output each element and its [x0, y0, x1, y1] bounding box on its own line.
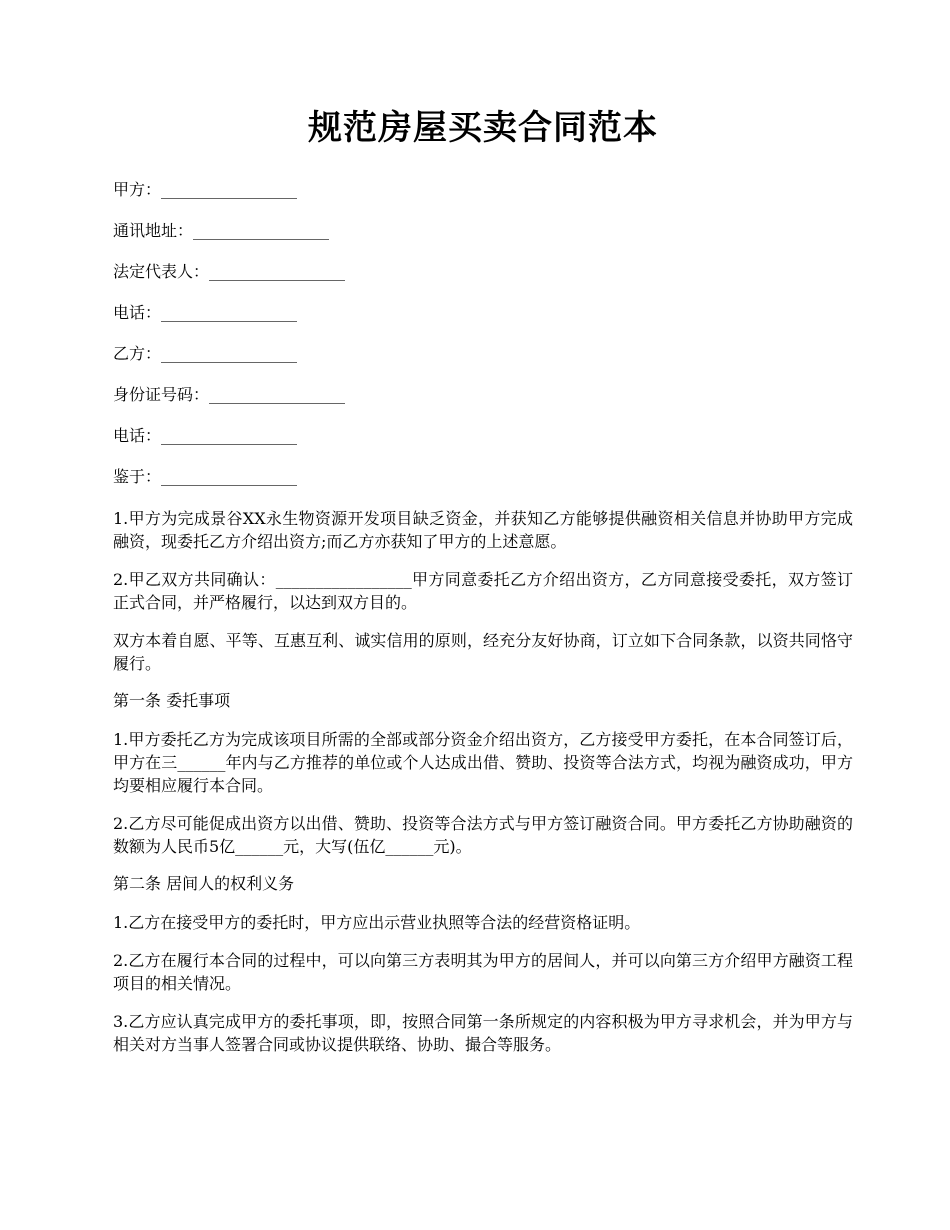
- section-2-clause-3: 3.乙方应认真完成甲方的委托事项，即，按照合同第一条所规定的内容积极为甲方寻求机会，并为甲方与相关对方当事人签署合同或协议提供联络、协助、撮合等服务。: [113, 1011, 853, 1054]
- section-1-clause-1: 1.甲方委托乙方为完成该项目所需的全部或部分资金介绍出资方，乙方接受甲方委托，在本合同签订后，甲方在三______年内与乙方推荐的单位或个人达成出借、赞助、投资等合法方式，均视为融资成功，甲方均要相应履行本合同。: [113, 729, 853, 795]
- section-1-clause-2: 2.乙方尽可能促成出资方以出借、赞助、投资等合法方式与甲方签订融资合同。甲方委托乙方协助融资的数额为人民币5亿______元，大写(伍亿______元)。: [113, 813, 853, 856]
- phone-a-field: 电话：_________________: [113, 302, 298, 322]
- document-title: 规范房屋买卖合同范本: [308, 108, 658, 148]
- party-a-field: 甲方：_________________: [113, 179, 298, 199]
- recital-paragraph-2: 2.甲乙双方共同确认：_________________甲方同意委托乙方介绍出资方，乙方同意接受委托，双方签订正式合同，并严格履行，以达到双方目的。: [113, 569, 853, 612]
- phone-b-field: 电话：_________________: [113, 425, 298, 445]
- recital-paragraph-1: 1.甲方为完成景谷XX永生物资源开发项目缺乏资金，并获知乙方能够提供融资相关信息并协助甲方完成融资，现委托乙方介绍出资方;而乙方亦获知了甲方的上述意愿。: [113, 508, 853, 551]
- party-b-field: 乙方：_________________: [113, 343, 298, 363]
- section-2-clause-1: 1.乙方在接受甲方的委托时，甲方应出示营业执照等合法的经营资格证明。: [113, 912, 641, 932]
- legal-rep-field: 法定代表人：_________________: [113, 261, 346, 281]
- document-page: [113, 108, 853, 1071]
- principle-paragraph: 双方本着自愿、平等、互惠互利、诚实信用的原则，经充分友好协商，订立如下合同条款，以资共同恪守履行。: [113, 630, 853, 673]
- address-field: 通讯地址：_________________: [113, 220, 330, 240]
- whereas-field: 鉴于：_________________: [113, 466, 298, 486]
- section-2-clause-2: 2.乙方在履行本合同的过程中，可以向第三方表明其为甲方的居间人，并可以向第三方介绍甲方融资工程项目的相关情况。: [113, 950, 853, 993]
- id-number-field: 身份证号码：_________________: [113, 384, 346, 404]
- section-heading-2: 第二条 居间人的权利义务: [113, 873, 295, 893]
- section-heading-1: 第一条 委托事项: [113, 690, 231, 710]
